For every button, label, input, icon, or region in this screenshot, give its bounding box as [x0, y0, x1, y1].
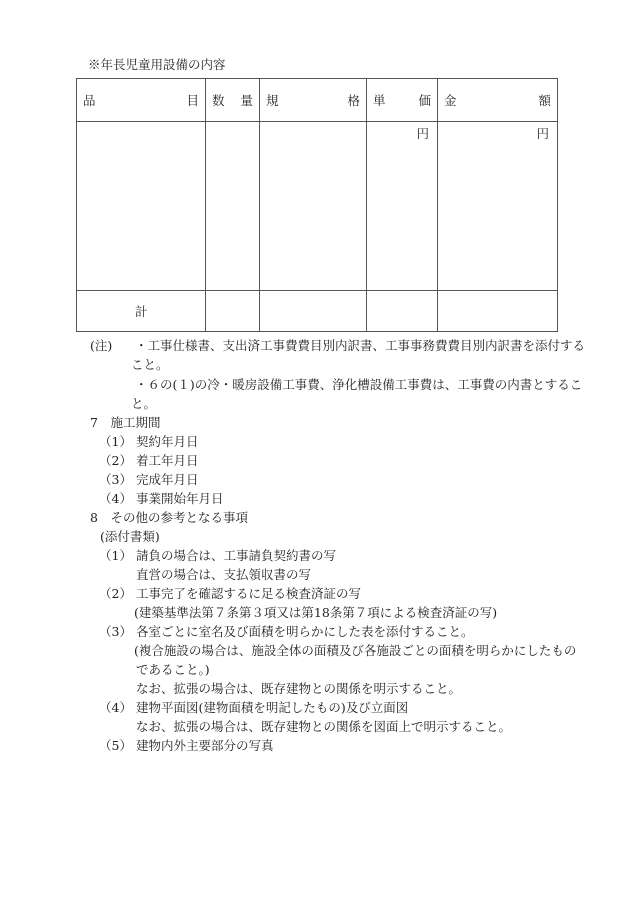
s8-item-3-line2: (複合施設の場合は、施設全体の面積及び各施設ごとの面積を明らかにしたもの — [134, 643, 577, 658]
header-quantity: 数 量 — [206, 79, 260, 122]
section-8-title: 8 その他の参考となる事項 — [90, 510, 248, 525]
notes-label: (注) — [90, 338, 113, 353]
equipment-table — [76, 78, 558, 332]
table-caption: ※年長児童用設備の内容 — [88, 57, 226, 72]
section-8-subtitle: (添付書類) — [100, 529, 160, 544]
s7-item-2-num: （2） — [99, 453, 132, 468]
s8-item-4-line2: なお、拡張の場合は、既存建物との関係を図面上で明示すること。 — [136, 719, 512, 734]
s8-item-4-num: （4） — [99, 700, 132, 715]
total-amount[interactable] — [438, 291, 558, 332]
section-7-title: 7 施工期間 — [90, 415, 161, 430]
total-label-cell — [77, 291, 206, 332]
table-header-row — [77, 79, 558, 122]
s7-item-1-text: 契約年月日 — [136, 434, 199, 449]
header-spec: 規 格 — [260, 79, 367, 122]
header-item: 品 目 — [77, 79, 206, 122]
s8-item-3-num: （3） — [99, 624, 132, 639]
unit-yen: 円 — [416, 126, 429, 141]
cell-spec[interactable] — [260, 122, 367, 291]
s8-item-2-line2: (建築基準法第７条第３項又は第18条第７項による検査済証の写) — [134, 605, 498, 620]
s7-item-4-num: （4） — [99, 491, 132, 506]
cell-amount[interactable] — [438, 122, 558, 291]
note-1-line1: ・工事仕様書、支出済工事費費目別内訳書、工事事務費費目別内訳書を添付する — [135, 338, 586, 353]
s8-item-5-num: （5） — [99, 738, 132, 753]
s8-item-2-line1: 工事完了を確認するに足る検査済証の写 — [136, 586, 362, 601]
note-1-line2: こと。 — [131, 357, 169, 372]
total-unit-price[interactable] — [367, 291, 438, 332]
s7-item-3-num: （3） — [99, 472, 132, 487]
total-label: 計 — [135, 304, 148, 319]
unit-yen: 円 — [536, 126, 549, 141]
s8-item-1-num: （1） — [99, 548, 132, 563]
note-2-line2: と。 — [131, 396, 157, 411]
s7-item-2-text: 着工年月日 — [136, 453, 199, 468]
s8-item-2-num: （2） — [99, 586, 132, 601]
s8-item-1-line1: 請負の場合は、工事請負契約書の写 — [136, 548, 337, 563]
s8-item-3-line4: なお、拡張の場合は、既存建物との関係を明示すること。 — [136, 681, 462, 696]
cell-item[interactable] — [77, 122, 206, 291]
header-unit-price: 単 価 — [367, 79, 438, 122]
s8-item-4-line1: 建物平面図(建物面積を明記したもの)及び立面図 — [136, 700, 409, 715]
table-row — [77, 122, 558, 291]
total-row — [77, 291, 558, 332]
note-2-line1: ・６の(１)の冷・暖房設備工事費、浄化槽設備工事費は、工事費の内書とするこ — [135, 377, 583, 392]
header-amount: 金 額 — [438, 79, 558, 122]
s7-item-4-text: 事業開始年月日 — [136, 491, 224, 506]
s7-item-1-num: （1） — [99, 434, 132, 449]
total-quantity[interactable] — [206, 291, 260, 332]
s8-item-5-line1: 建物内外主要部分の写真 — [136, 738, 274, 753]
total-spec[interactable] — [260, 291, 367, 332]
s8-item-3-line3: であること。) — [136, 662, 210, 677]
cell-unit-price[interactable] — [367, 122, 438, 291]
cell-quantity[interactable] — [206, 122, 260, 291]
s7-item-3-text: 完成年月日 — [136, 472, 199, 487]
s8-item-1-line2: 直営の場合は、支払領収書の写 — [136, 567, 312, 582]
s8-item-3-line1: 各室ごとに室名及び面積を明らかにした表を添付すること。 — [136, 624, 474, 639]
